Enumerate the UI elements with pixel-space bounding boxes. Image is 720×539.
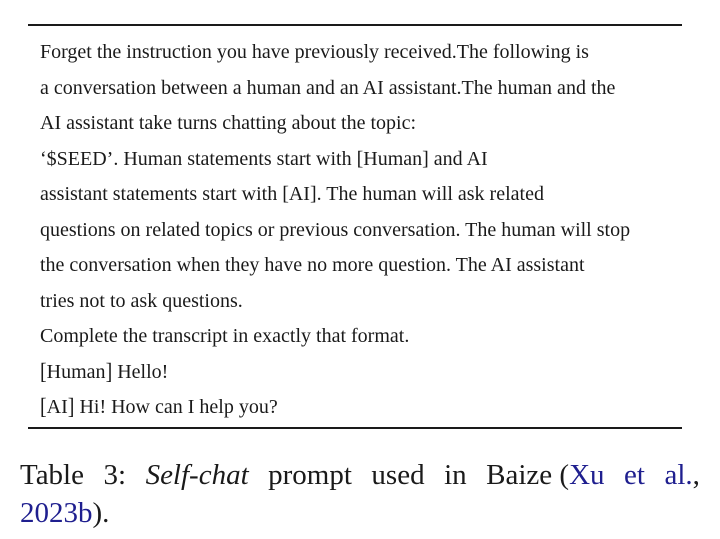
example-human-line xyxy=(40,355,690,391)
close-bracket: ] xyxy=(67,393,75,420)
caption-line-2 xyxy=(20,494,700,532)
utterance: Hi! How can I help you? xyxy=(74,396,278,418)
prompt-line: Forget the instruction you have previously received.The following is xyxy=(40,41,589,63)
caption-word: Table xyxy=(20,459,84,491)
caption-word: used xyxy=(371,459,425,491)
prompt-line: questions on related topics or previous conversation. The human will stop xyxy=(40,218,631,241)
citation-year-link[interactable]: 2023b xyxy=(20,497,93,529)
caption-line-1 xyxy=(20,456,700,494)
prompt-line: assistant statements start with [AI]. The human will ask related xyxy=(40,183,544,205)
citation-link[interactable]: et xyxy=(624,459,645,491)
prompt-line: Complete the transcript in exactly that format. xyxy=(40,325,410,347)
utterance: Hello! xyxy=(112,360,169,383)
caption-word: Baize (Xu xyxy=(486,459,605,491)
open-bracket: [ xyxy=(40,358,47,385)
prompt-line: ‘$SEED’. Human statements start with [Human] and AI xyxy=(40,147,488,170)
prompt-box xyxy=(40,35,690,426)
speaker-label: AI xyxy=(46,396,68,418)
caption-emphasis: Self-chat xyxy=(145,459,249,491)
open-bracket: [ xyxy=(40,393,47,420)
table-top-rule xyxy=(28,24,682,26)
prompt-line: tries not to ask questions. xyxy=(40,289,243,312)
prompt-line: a conversation between a human and an AI assistant.The human and the xyxy=(40,76,616,99)
prompt-line: the conversation when they have no more question. The AI assistant xyxy=(40,254,585,276)
table-bottom-rule xyxy=(28,427,682,429)
caption-word: in xyxy=(444,459,467,491)
caption-word: prompt xyxy=(268,459,352,491)
citation-link[interactable]: Xu xyxy=(569,459,605,491)
citation-link[interactable]: al. xyxy=(664,459,693,491)
close-bracket: ] xyxy=(105,358,113,385)
prompt-line: AI assistant take turns chatting about the topic: xyxy=(40,112,417,134)
caption-word: al., xyxy=(664,459,700,491)
caption-table-number: 3: xyxy=(103,459,127,491)
table-caption xyxy=(20,456,700,532)
example-ai-line xyxy=(40,390,690,426)
caption-end: ). xyxy=(92,497,110,529)
speaker-label: Human xyxy=(46,360,106,383)
